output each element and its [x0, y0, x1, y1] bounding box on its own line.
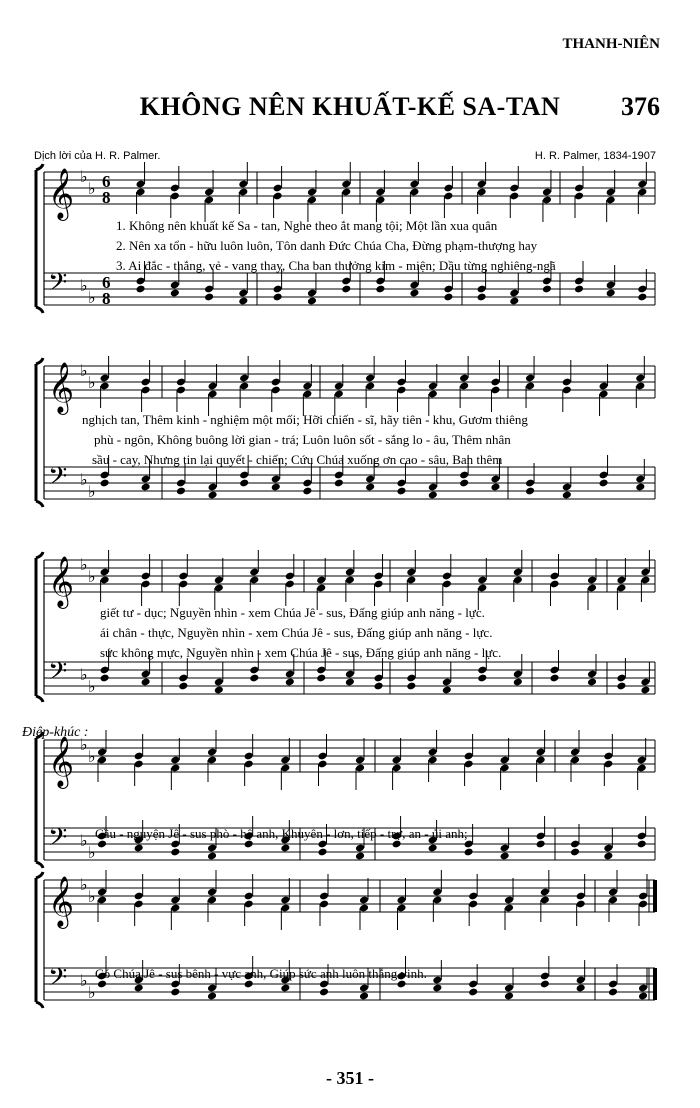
hymn-number: 376: [621, 92, 660, 121]
treble-clef-icon: 𝄞: [48, 362, 75, 413]
flat-icon: ♭: [80, 361, 88, 380]
flat-icon: ♭: [88, 179, 96, 198]
lyric-line-s1-v2: 2. Nên xa tổn - hữu luôn luôn, Tôn danh Đức Chúa Cha, Đừng phạm-thượng hay: [116, 238, 538, 253]
lyric-line-s3-v2: ái chân - thực, Nguyền nhìn - xem Chúa Jê - sus, Đấng giúp anh năng - lực.: [100, 625, 493, 640]
note-head: [549, 674, 559, 683]
flat-icon: ♭: [88, 482, 96, 501]
note-head: [490, 483, 500, 492]
flat-icon: ♭: [88, 843, 96, 862]
note-head: [273, 293, 283, 302]
flat-icon: ♭: [80, 875, 88, 894]
note-head: [562, 491, 572, 500]
lyric-line-s1-v1: 1. Không nên khuất kế Sa - tan, Nghe theo ắt mang tội; Một lần xua quân: [116, 218, 498, 233]
flat-icon: ♭: [80, 831, 88, 850]
time-signature-top: 6: [102, 273, 111, 292]
note-head: [574, 285, 584, 294]
note-head: [317, 848, 327, 857]
note-head: [428, 491, 438, 500]
note-head: [525, 487, 535, 496]
note-head: [599, 479, 609, 488]
note-head: [570, 848, 580, 857]
lyric-line-s1-v3: 3. Ai đắc - thắng, vẻ - vang thay, Cha ban thưởng kim - miện; Dầu từng nghiêng-ngã: [116, 258, 556, 273]
flat-icon: ♭: [88, 887, 96, 906]
note-head: [170, 988, 180, 997]
flat-icon: ♭: [88, 747, 96, 766]
time-signature-bottom: 8: [102, 188, 111, 207]
flat-icon: ♭: [80, 276, 88, 295]
note-head: [536, 840, 546, 849]
note-head: [375, 285, 385, 294]
flat-icon: ♭: [80, 971, 88, 990]
note-head: [134, 984, 144, 993]
bass-clef-icon: 𝄢: [48, 657, 68, 692]
system-bracket: [36, 358, 43, 507]
note-head: [443, 293, 453, 302]
note-head: [442, 686, 452, 695]
lyric-line-s2-v3: sầu - cay, Nhưng tin lại quyết - chiến; Cứu Chúa xuống ơn cao - sâu, Ban thêm: [92, 452, 503, 467]
note-head: [319, 988, 329, 997]
time-signature-bottom: 8: [102, 289, 111, 308]
note-head: [134, 844, 144, 853]
note-head: [100, 674, 110, 683]
flat-icon: ♭: [80, 665, 88, 684]
note-head: [409, 289, 419, 298]
note-head: [464, 848, 474, 857]
note-head: [208, 491, 218, 500]
note-head: [359, 992, 369, 1001]
bass-clef-icon: 𝄢: [48, 462, 68, 497]
note-head: [432, 984, 442, 993]
flat-icon: ♭: [88, 677, 96, 696]
note-head: [504, 992, 514, 1001]
note-head: [477, 674, 487, 683]
note-head: [170, 848, 180, 857]
note-head: [207, 992, 217, 1001]
note-head: [635, 483, 645, 492]
note-head: [576, 984, 586, 993]
note-head: [100, 479, 110, 488]
flat-icon: ♭: [80, 470, 88, 489]
note-head: [238, 297, 248, 306]
note-head: [207, 852, 217, 861]
translation-credit: Dịch lời của H. R. Palmer.: [34, 150, 161, 162]
note-head: [638, 992, 648, 1001]
note-head: [271, 483, 281, 492]
treble-clef-icon: 𝄞: [48, 556, 75, 607]
note-head: [280, 844, 290, 853]
note-head: [500, 852, 510, 861]
note-head: [616, 682, 626, 691]
lyric-line-refrain-1: Cầu - nguyện Jê - sus phò - hộ anh, Khuyên - lơn, tiếp - trợ, an - ủi anh;: [95, 826, 468, 841]
note-head: [170, 289, 180, 298]
flat-icon: ♭: [88, 373, 96, 392]
note-head: [302, 487, 312, 496]
note-head: [316, 674, 326, 683]
flat-icon: ♭: [80, 735, 88, 754]
note-head: [587, 678, 597, 687]
lyric-line-s2-v1: nghịch tan, Thêm kinh - nghiệm một mối; Hỡi chiến - sĩ, hãy tiên - khu, Gươm thiêng: [82, 412, 528, 427]
system-bracket: [36, 732, 43, 868]
system-bracket: [36, 164, 43, 313]
note-head: [307, 297, 317, 306]
note-head: [540, 980, 550, 989]
note-head: [176, 487, 186, 496]
note-head: [477, 293, 487, 302]
note-head: [365, 483, 375, 492]
note-head: [136, 285, 146, 294]
bass-clef-icon: 𝄢: [48, 963, 68, 998]
collection-title: THANH-NIÊN: [562, 36, 660, 52]
note-head: [637, 293, 647, 302]
note-head: [603, 852, 613, 861]
note-head: [141, 678, 151, 687]
note-head: [285, 678, 295, 687]
note-head: [280, 984, 290, 993]
composer-credit: H. R. Palmer, 1834-1907: [534, 150, 656, 162]
treble-clef-icon: 𝄞: [48, 876, 75, 927]
note-head: [345, 678, 355, 687]
flat-icon: ♭: [88, 288, 96, 307]
note-head: [637, 840, 647, 849]
note-head: [355, 852, 365, 861]
note-head: [334, 479, 344, 488]
time-signature-top: 6: [102, 172, 111, 191]
flat-icon: ♭: [88, 983, 96, 1002]
note-head: [468, 988, 478, 997]
system-bracket: [36, 872, 43, 1008]
lyric-line-s3-v1: giết tư - dục; Nguyền nhìn - xem Chúa Jê - sus, Đấng giúp anh năng - lực.: [100, 605, 485, 620]
treble-clef-icon: 𝄞: [48, 168, 75, 219]
note-head: [373, 682, 383, 691]
refrain-label: Điệp-khúc :: [22, 725, 89, 740]
hymn-title: KHÔNG NÊN KHUẤT-KẾ SA-TAN: [139, 92, 561, 121]
note-head: [214, 686, 224, 695]
note-head: [513, 678, 523, 687]
note-head: [542, 285, 552, 294]
note-head: [178, 682, 188, 691]
note-head: [396, 487, 406, 496]
page-number: - 351 -: [326, 1068, 374, 1088]
note-head: [509, 297, 519, 306]
bass-clef-icon: 𝄢: [48, 823, 68, 858]
lyric-line-refrain-2: Có Chúa Jê - sus bênh - vực anh, Giúp sức anh luôn thắng vinh.: [95, 966, 427, 981]
note-head: [428, 844, 438, 853]
note-head: [459, 479, 469, 488]
note-head: [249, 674, 259, 683]
bass-clef-icon: 𝄢: [48, 268, 68, 303]
note-head: [341, 285, 351, 294]
lyric-line-s3-v3: sức không mực, Nguyền nhìn - xem Chúa Jê - sus, Đấng giúp anh năng - lực.: [100, 645, 502, 660]
note-head: [640, 686, 650, 695]
note-head: [204, 293, 214, 302]
treble-clef-icon: 𝄞: [48, 736, 75, 787]
flat-icon: ♭: [88, 567, 96, 586]
flat-icon: ♭: [80, 555, 88, 574]
note-head: [608, 988, 618, 997]
note-head: [606, 289, 616, 298]
note-head: [141, 483, 151, 492]
lyric-line-s2-v2: phù - ngôn, Không buông lời gian - trá; Luôn luôn sốt - sắng lo - âu, Thêm nhân: [94, 432, 511, 447]
note-head: [239, 479, 249, 488]
flat-icon: ♭: [80, 167, 88, 186]
note-head: [406, 682, 416, 691]
system-bracket: [36, 552, 43, 702]
